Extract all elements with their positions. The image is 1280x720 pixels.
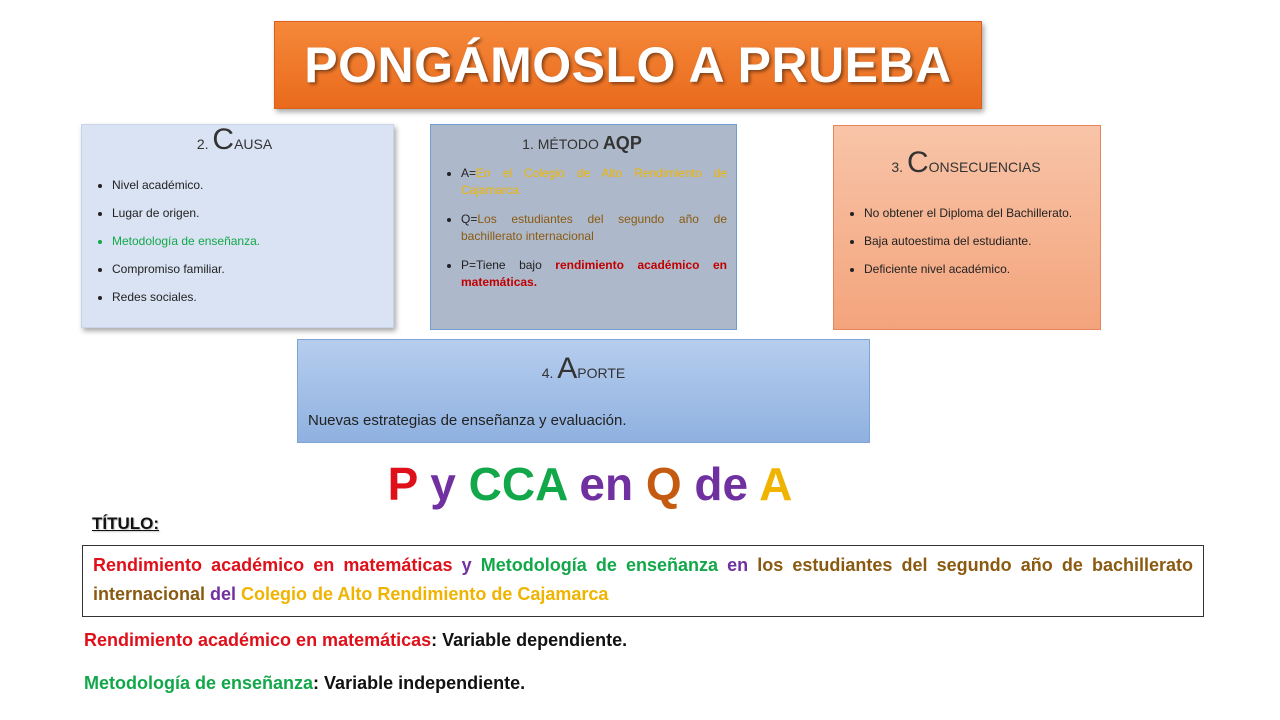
causa-heading <box>88 125 381 163</box>
metodo-heading-text: 1. MÉTODO <box>522 136 603 152</box>
acronym-cca: CCA <box>468 458 567 510</box>
title-part-del: del <box>205 584 242 604</box>
title-banner <box>274 21 982 109</box>
title-part-place: Colegio de Alto Rendimiento de Cajamarca <box>241 584 609 604</box>
list-item: • Metodología de enseñanza. <box>112 234 381 248</box>
acronym-q: Q <box>645 458 682 510</box>
causa-card <box>81 124 394 328</box>
title-part-population: los estudiantes del segundo año de bachillerato internacional <box>93 555 1193 604</box>
q-text: Los estudiantes del segundo año de bachillerato internacional <box>461 212 727 243</box>
acronym-p: P <box>387 458 418 510</box>
titulo-label: TÍTULO: <box>92 514 160 533</box>
list-item: • Deficiente nivel académico. <box>864 262 1092 276</box>
causa-heading-rest: AUSA <box>234 136 273 152</box>
list-item <box>461 165 727 199</box>
p-text: rendimiento académico en matemáticas. <box>461 258 727 289</box>
consecuencias-card <box>833 125 1101 330</box>
metodo-heading <box>437 133 727 159</box>
list-item: • No obtener el Diploma del Bachillerato. <box>864 206 1092 220</box>
acronym-a: A <box>759 458 793 510</box>
metodo-card <box>430 124 737 330</box>
research-title-box <box>82 545 1204 617</box>
metodo-acronym: AQP <box>602 133 642 153</box>
title-part-independent: Metodología de enseñanza <box>480 555 718 575</box>
acronym-de: de <box>694 458 749 510</box>
independent-variable-name: Metodología de enseñanza <box>84 673 314 693</box>
a-text: En el Colegio de Alto Rendimiento de Cajamarca <box>461 166 727 197</box>
aporte-heading <box>308 352 859 394</box>
dependent-variable-label: : Variable dependiente. <box>431 630 628 650</box>
causa-list <box>88 178 381 304</box>
list-item: • Redes sociales. <box>112 290 381 304</box>
list-item <box>461 257 727 291</box>
a-prefix: A= <box>461 166 477 180</box>
list-item: • Compromiso familiar. <box>112 262 381 276</box>
list-item: • Lugar de origen. <box>112 206 381 220</box>
acronym-y: y <box>430 458 456 510</box>
acronym-line <box>300 454 880 518</box>
aporte-number: 4. <box>541 365 558 381</box>
list-item <box>461 211 727 245</box>
list-item: • Baja autoestima del estudiante. <box>864 234 1092 248</box>
page-title: PONGÁMOSLO A PRUEBA <box>304 37 952 93</box>
title-part-dependent: Rendimiento académico en matemáticas <box>93 555 453 575</box>
consecuencias-list <box>840 206 1092 276</box>
title-part-en: en <box>717 555 758 575</box>
consecuencias-initial: C <box>906 146 929 179</box>
consecuencias-number: 3. <box>891 159 907 175</box>
metodo-list <box>437 165 727 291</box>
independent-variable-line <box>84 673 525 694</box>
dependent-variable-name: Rendimiento académico en matemáticas <box>84 630 432 650</box>
aporte-heading-rest: PORTE <box>577 365 626 381</box>
aporte-text: Nuevas estrategias de enseñanza y evaluación. <box>308 412 627 429</box>
title-part-y: y <box>452 555 481 575</box>
list-item: • Nivel académico. <box>112 178 381 192</box>
aporte-card <box>297 339 870 443</box>
consecuencias-heading <box>840 146 1092 188</box>
aporte-initial: A <box>557 352 578 385</box>
consecuencias-heading-rest: ONSECUENCIAS <box>928 159 1041 175</box>
dependent-variable-line <box>84 630 627 651</box>
acronym-en: en <box>579 458 634 510</box>
causa-initial: C <box>212 123 235 156</box>
independent-variable-label: : Variable independiente. <box>313 673 526 693</box>
p-prefix: P=Tiene bajo <box>461 258 556 272</box>
causa-number: 2. <box>196 136 213 152</box>
q-prefix: Q= <box>461 212 478 226</box>
